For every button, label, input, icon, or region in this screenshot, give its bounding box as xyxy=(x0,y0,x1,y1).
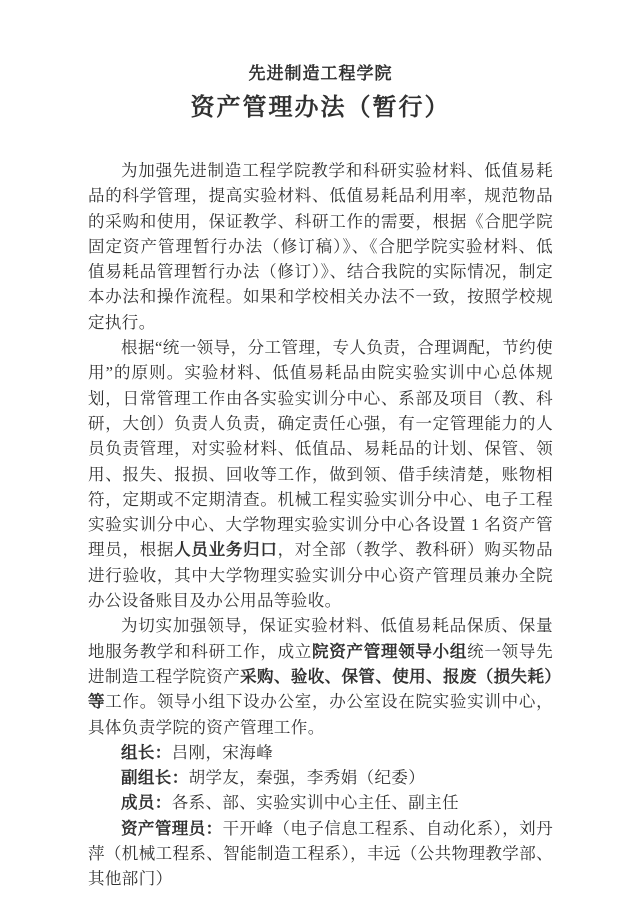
text-run: 胡学友，秦强，李秀娟（纪委） xyxy=(188,768,426,788)
paragraph xyxy=(88,765,553,790)
text-run: 工作。领导小组下设办公室，办公室设在院实验实训中心，具体负责学院的资产管理工作。 xyxy=(88,692,553,737)
paragraph xyxy=(88,158,553,335)
paragraph xyxy=(88,740,553,765)
text-run: ，对全部（教学、教科研）购买物品进行验收，其中大学物理实验实训分中心资产管理员兼办全院办公设备账目及办公用品等验收。 xyxy=(88,540,553,611)
text-run: 干开峰（电子信息工程系、自动化系），刘丹萍（机械工程系、智能制造工程系），丰远（公共物理教学部、其他部门） xyxy=(88,818,554,889)
bold-text-run: 资产管理员： xyxy=(121,818,223,838)
text-run: 为切实加强领导，保证实验材料、低值易耗品保质、保量地服务教学和科研工作，成立 xyxy=(88,616,553,661)
paragraph xyxy=(88,790,553,815)
document-body xyxy=(88,158,553,892)
paragraph xyxy=(88,335,553,613)
text-run: 各系、部、实验实训中心主任、副主任 xyxy=(171,793,460,813)
document-title: 资产管理办法（暂行） xyxy=(190,95,451,121)
paragraph xyxy=(88,816,553,892)
text-run: 吕刚，宋海峰 xyxy=(171,742,274,762)
text-run: 统一领导先进制造工程学院资产 xyxy=(88,641,553,686)
document-subtitle: 先进制造工程学院 xyxy=(248,64,393,83)
bold-text-run: 院资产管理领导小组 xyxy=(312,641,468,661)
bold-text-run: 采购、验收、保管、使用、报废（损失耗）等 xyxy=(88,666,553,712)
bold-text-run: 成员： xyxy=(121,793,172,813)
text-run: 为加强先进制造工程学院教学和科研实验材料、低值易耗品的科学管理，提高实验材料、低值易耗品利用率，规范物品的采购和使用，保证教学、科研工作的需要，根据《合肥学院固定资产管理暂行办法（修订稿）》、《合肥学院实验材料、低值易耗品管理暂行办法（修订）》、结合我院的实际情况，制定本办法和操作流程。如果和学校相关办法不一致，按照学校规定执行。 xyxy=(88,161,553,332)
paragraph xyxy=(88,613,553,739)
bold-text-run: 副组长： xyxy=(121,768,189,788)
text-run: 根据“统一领导，分工管理，专人负责，合理调配，节约使用”的原则。实验材料、低值易耗品由院实验实训中心总体规划，日常管理工作由各实验实训分中心、系部及项目（教、科研，大创）负责人负责，确定责任心强，有一定管理能力的人员负责管理，对实验材料、低值品、易耗品的计划、保管、领用、报失、报损、回收等工作，做到领、借手续清楚，账物相符，定期或不定期清查。机械工程实验实训分中心、电子工程实验实训分中心、大学物理实验实训分中心各设置 1 名资产管理员，根据 xyxy=(88,338,553,560)
bold-text-run: 组长： xyxy=(121,742,172,762)
bold-text-run: 人员业务归口 xyxy=(174,540,278,560)
